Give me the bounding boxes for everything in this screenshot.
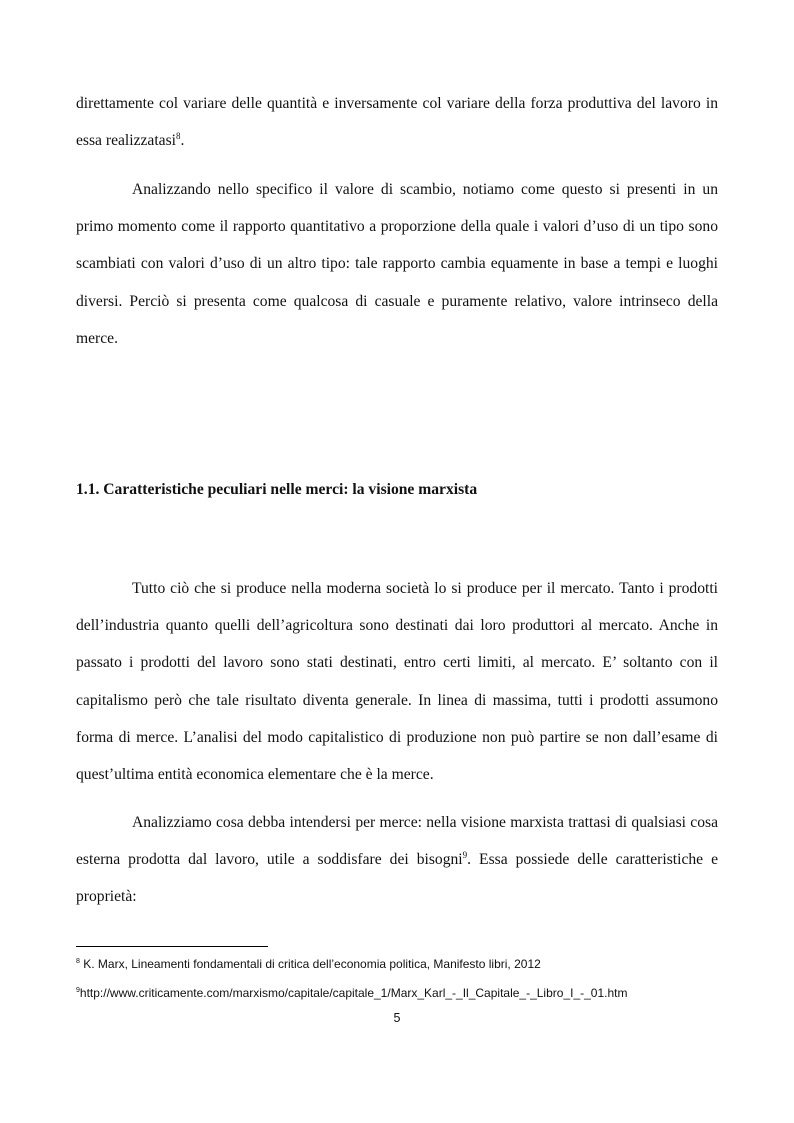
paragraph-text: Analizziamo cosa debba intendersi per merce: nella visione marxista trattasi di qualsiasi cosa esterna prodotta dal lavoro, utile a soddisfare dei bisogni — [76, 814, 718, 869]
footnote-number: 8 — [76, 958, 80, 965]
paragraph-continuation — [76, 85, 718, 159]
footnote-9 — [76, 985, 627, 1001]
footnote-text: K. Marx, Lineamenti fondamentali di critica dell’economia politica, Manifesto libri, 2012 — [79, 957, 541, 971]
paragraph-text: direttamente col variare delle quantità e inversamente col variare della forza produttiva del lavoro in essa realizzatasi — [76, 95, 718, 150]
footnote-number: 9 — [76, 987, 80, 994]
paragraph-commodity-definition — [76, 804, 718, 916]
footnote-link[interactable]: http://www.criticamente.com/marxismo/capitale/capitale_1/Marx_Karl_-_Il_Capitale_-_Libro_I_-_01.htm — [79, 986, 628, 1000]
paragraph-text: Analizzando nello specifico il valore di scambio, notiamo come questo si presenti in un primo momento come il rapporto quantitativo a proporzione della quale i valori d’uso di un tipo sono scambiati con valori d’uso di un altro tipo: tale rapporto cambia equamente in base a tempi e luoghi diversi. Perciò si presenta come qualcosa di casuale e puramente relativo, valore intrinseco della merce. — [76, 181, 718, 347]
section-heading: 1.1. Caratteristiche peculiari nelle merci: la visione marxista — [76, 481, 478, 498]
paragraph-exchange-value — [76, 171, 718, 357]
footnote-separator — [76, 946, 268, 947]
page-number: 5 — [393, 1011, 401, 1025]
footnote-reference-8[interactable]: 8 — [176, 131, 181, 142]
paragraph-text: Tutto ciò che si produce nella moderna società lo si produce per il mercato. Tanto i prodotti dell’industria quanto quelli dell’agricoltura sono destinati dai loro produttori al mercato. Anche in passato i prodotti del lavoro sono stati destinati, entro certi limiti, al mercato. E’ soltanto con il capitalismo però che tale risultato diventa generale. In linea di massima, tutti i prodotti assumono forma di merce. L’analisi del modo capitalistico di produzione non può partire se non dall’esame di quest’ultima entità economica elementare che è la merce. — [76, 580, 718, 784]
paragraph-tail: . — [180, 132, 185, 150]
footnote-reference-9[interactable]: 9 — [462, 850, 468, 861]
footnote-8 — [76, 956, 541, 972]
paragraph-tail: . Essa possiede delle caratteristiche e proprietà: — [76, 851, 719, 906]
paragraph-market-production — [76, 570, 718, 793]
